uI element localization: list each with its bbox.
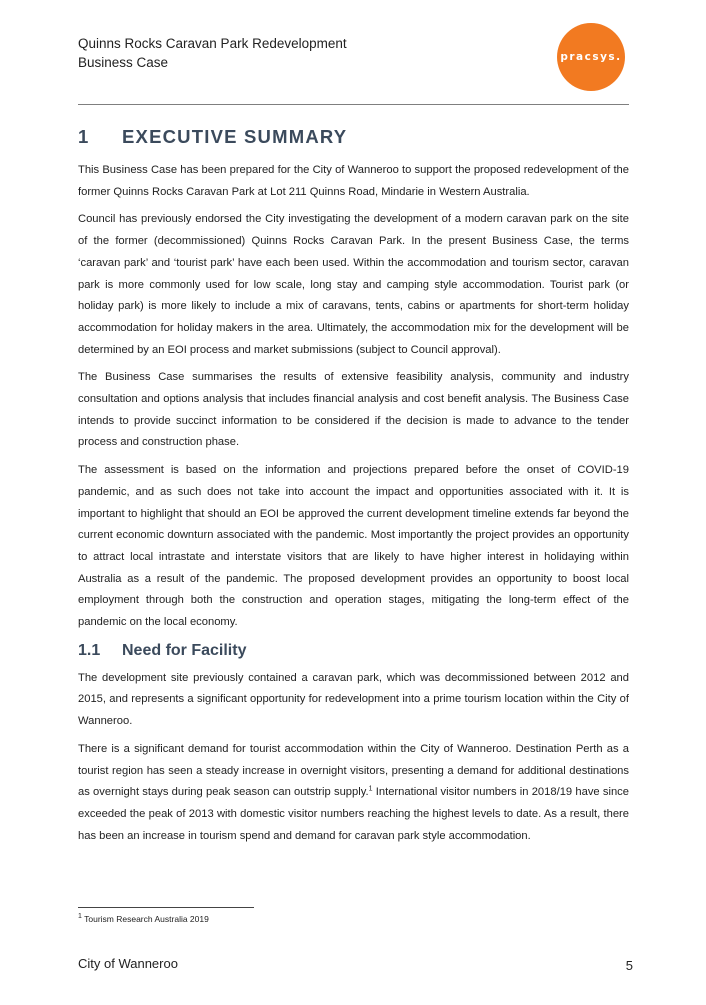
- logo-text: pracsys.: [560, 51, 622, 63]
- subsection-title: Need for Facility: [122, 641, 247, 659]
- section-heading-executive-summary: [78, 126, 629, 148]
- section-number: 1: [78, 126, 90, 147]
- paragraph: The Business Case summarises the results of extensive feasibility analysis, community and industry consultation and options analysis that includes financial analysis and cost benefit analysis. The Business Case intends to provide succinct information to be considered if the decision is made to advance to the tender process and construction phase.: [78, 371, 629, 449]
- footnote-divider: [78, 907, 254, 908]
- paragraph-text: International visitor numbers in 2018/19 have since exceeded the peak of 2013 with domestic visitor numbers reaching the highest levels to date. As a result, there has been an increase in tourism spend and demand for caravan park style accommodation.: [78, 786, 629, 842]
- document-header: [78, 34, 347, 72]
- pracsys-logo: [557, 23, 625, 91]
- paragraph-text: There is a significant demand for tourist accommodation within the City of Wanneroo. Destination Perth as a tourist region has seen a steady increase in overnight visitors, presenting a demand for additional destinations as overnight stays during peak season can outstrip supply.: [78, 742, 629, 799]
- main-content: [78, 120, 629, 853]
- header-divider: [78, 104, 629, 105]
- footnote-text: Tourism Research Australia 2019: [81, 914, 209, 924]
- paragraph: The assessment is based on the information and projections prepared before the onset of COVID-19 pandemic, and as such does not take into account the impact and opportunities associated with it. It is important to highlight that should an EOI be approved the current development timeline extends far beyond the current economic downturn associated with the pandemic. Most importantly the project provides an opportunity to attract local intrastate and interstate visitors that are likely to have higher interest in holidaying within Australia as a result of the pandemic. The proposed development provides an opportunity to boost local employment through both the construction and operation stages, mitigating the long-term effect of the pandemic on the local economy.: [78, 464, 629, 629]
- subsection-number: 1.1: [78, 641, 101, 659]
- paragraph: This Business Case has been prepared for the City of Wanneroo to support the proposed redevelopment of the former Quinns Rocks Caravan Park at Lot 211 Quinns Road, Mindarie in Western Australia.: [78, 164, 629, 198]
- paragraph: Council has previously endorsed the City investigating the development of a modern caravan park on the site of the former (decommissioned) Quinns Rocks Caravan Park. In the present Business Case, the terms ‘caravan park’ and ‘tourist park’ have each been used. Within the accommodation and tourism sector, caravan park is more commonly used for low scale, long stay and camping style accommodation. Tourist park (or holiday park) is more likely to include a mix of caravans, tents, cabins or apartments for short-term holiday accommodation for holiday makers in the area. Ultimately, the accommodation mix for the development will be determined by an EOI process and market submissions (subject to Council approval).: [78, 213, 629, 356]
- paragraph: The development site previously contained a caravan park, which was decommissioned between 2012 and 2015, and represents a significant opportunity for redevelopment into a prime tourism location within the City of Wanneroo.: [78, 671, 629, 728]
- page-number: 5: [625, 958, 633, 973]
- paragraph: [78, 739, 629, 848]
- section-title: EXECUTIVE SUMMARY: [122, 126, 348, 147]
- subsection-heading-need-for-facility: [78, 642, 629, 660]
- header-subtitle: Business Case: [78, 55, 169, 70]
- footnote-reference[interactable]: 1: [368, 785, 373, 793]
- footnote-marker: 1: [78, 913, 82, 921]
- footer-organization: City of Wanneroo: [78, 956, 178, 971]
- footnote: [78, 914, 209, 924]
- header-title: Quinns Rocks Caravan Park Redevelopment: [78, 36, 347, 51]
